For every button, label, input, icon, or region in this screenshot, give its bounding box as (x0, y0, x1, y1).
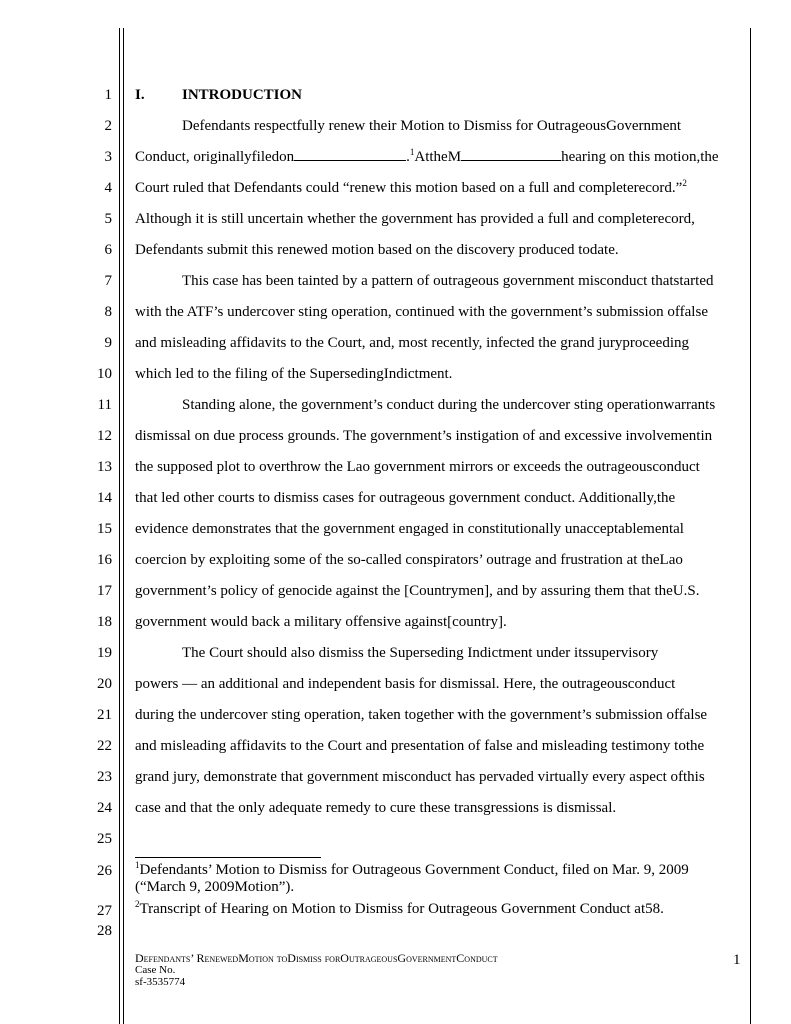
line-number: 26 (97, 863, 112, 879)
footnote-separator (135, 857, 321, 858)
body-line: government’s policy of genocide against the [Countrymen], and by assuring them that theU.S. (135, 583, 700, 599)
line-number: 9 (104, 335, 112, 351)
line-number: 19 (97, 645, 112, 661)
footnote-number: 1 (135, 860, 140, 870)
line-number: 6 (104, 242, 112, 258)
footnote-text: (“March 9, 2009Motion”). (135, 879, 295, 895)
line-number: 27 (97, 903, 112, 919)
footer-document-title: Defendants’ RenewedMotion toDismiss forOutrageousGovernmentConduct (135, 951, 498, 965)
line-number: 12 (97, 428, 112, 444)
line-number: 10 (97, 366, 112, 382)
line-number: 16 (97, 552, 112, 568)
line-number: 22 (97, 738, 112, 754)
footnote-ref: 1 (409, 147, 415, 157)
body-line: and misleading affidavits to the Court, and, most recently, infected the grand juryproceeding (135, 335, 690, 351)
body-text: . (406, 149, 410, 165)
footnote-text: Transcript of Hearing on Motion to Dismiss for Outrageous Government Conduct at58. (139, 901, 664, 917)
body-line: which led to the filing of the SupersedingIndictment. (135, 366, 453, 382)
body-line: Defendants respectfully renew their Motion to Dismiss for OutrageousGovernment (182, 118, 682, 134)
section-number: I. (135, 87, 145, 103)
footnote-number: 2 (135, 899, 140, 909)
body-line: dismissal on due process grounds. The government’s instigation of and excessive involvementin (135, 428, 713, 444)
line-number: 15 (97, 521, 112, 537)
body-line: case and that the only adequate remedy to cure these transgressions is dismissal. (135, 800, 617, 816)
page-number: 1 (733, 952, 741, 968)
line-number: 11 (97, 397, 112, 413)
body-text: AttheM (414, 149, 462, 165)
left-margin-rule-inner (123, 28, 124, 1024)
line-number: 28 (97, 923, 112, 939)
line-number: 2 (104, 118, 112, 134)
body-line: grand jury, demonstrate that government misconduct has pervaded virtually every aspect ofthis (135, 769, 705, 785)
line-number: 17 (97, 583, 112, 599)
body-line: Standing alone, the government’s conduct during the undercover sting operationwarrants (182, 397, 716, 413)
line-number: 23 (97, 769, 112, 785)
body-line (135, 179, 687, 197)
line-number: 14 (97, 490, 112, 506)
line-number: 3 (104, 149, 112, 165)
body-text: Conduct, originallyfiledon (135, 149, 295, 165)
date-blank (294, 148, 406, 161)
body-line: that led other courts to dismiss cases for outrageous government conduct. Additionally,the (135, 490, 676, 506)
right-margin-rule (750, 28, 751, 1024)
line-number: 24 (97, 800, 112, 816)
body-line: with the ATF’s undercover sting operation, continued with the government’s submission offalse (135, 304, 708, 320)
body-line: The Court should also dismiss the Superseding Indictment under itssupervisory (182, 645, 659, 661)
line-number: 1 (104, 87, 112, 103)
footer-case-number: Case No. (135, 964, 176, 976)
left-margin-rule-outer (119, 28, 120, 1024)
body-line: This case has been tainted by a pattern of outrageous government misconduct thatstarted (182, 273, 714, 289)
line-number: 4 (104, 180, 112, 196)
body-line: government would back a military offensive against[country]. (135, 614, 507, 630)
line-number: 7 (104, 273, 112, 289)
body-line: and misleading affidavits to the Court and presentation of false and misleading testimony tothe (135, 738, 705, 754)
footnote-1 (135, 862, 689, 896)
line-number: 25 (97, 831, 112, 847)
body-line: coercion by exploiting some of the so-called conspirators’ outrage and frustration at theLao (135, 552, 683, 568)
section-heading: INTRODUCTION (182, 87, 303, 103)
line-number: 13 (97, 459, 112, 475)
body-text: hearing on this motion,the (561, 149, 719, 165)
body-line: during the undercover sting operation, taken together with the government’s submission offalse (135, 707, 708, 723)
body-line: Defendants submit this renewed motion based on the discovery produced todate. (135, 242, 619, 258)
footnote-2 (135, 901, 664, 918)
line-number: 20 (97, 676, 112, 692)
footnote-text: Defendants’ Motion to Dismiss for Outrageous Government Conduct, filed on Mar. 9, 2009 (139, 862, 689, 878)
body-line (135, 148, 719, 166)
body-line: Although it is still uncertain whether the government has provided a full and completerecord, (135, 211, 695, 227)
body-line: the supposed plot to overthrow the Lao government mirrors or exceeds the outrageousconduct (135, 459, 700, 475)
line-number: 5 (104, 211, 112, 227)
footer-document-id: sf-3535774 (135, 976, 186, 988)
page-footer (135, 952, 498, 988)
body-line: powers — an additional and independent basis for dismissal. Here, the outrageousconduct (135, 676, 676, 692)
body-line: evidence demonstrates that the government engaged in constitutionally unacceptablemental (135, 521, 684, 537)
month-blank (461, 148, 561, 161)
body-text: Court ruled that Defendants could “renew this motion based on a full and completerecord.” (135, 180, 683, 196)
line-number: 18 (97, 614, 112, 630)
line-number: 8 (104, 304, 112, 320)
line-number: 21 (97, 707, 112, 723)
footnote-ref: 2 (682, 178, 687, 188)
